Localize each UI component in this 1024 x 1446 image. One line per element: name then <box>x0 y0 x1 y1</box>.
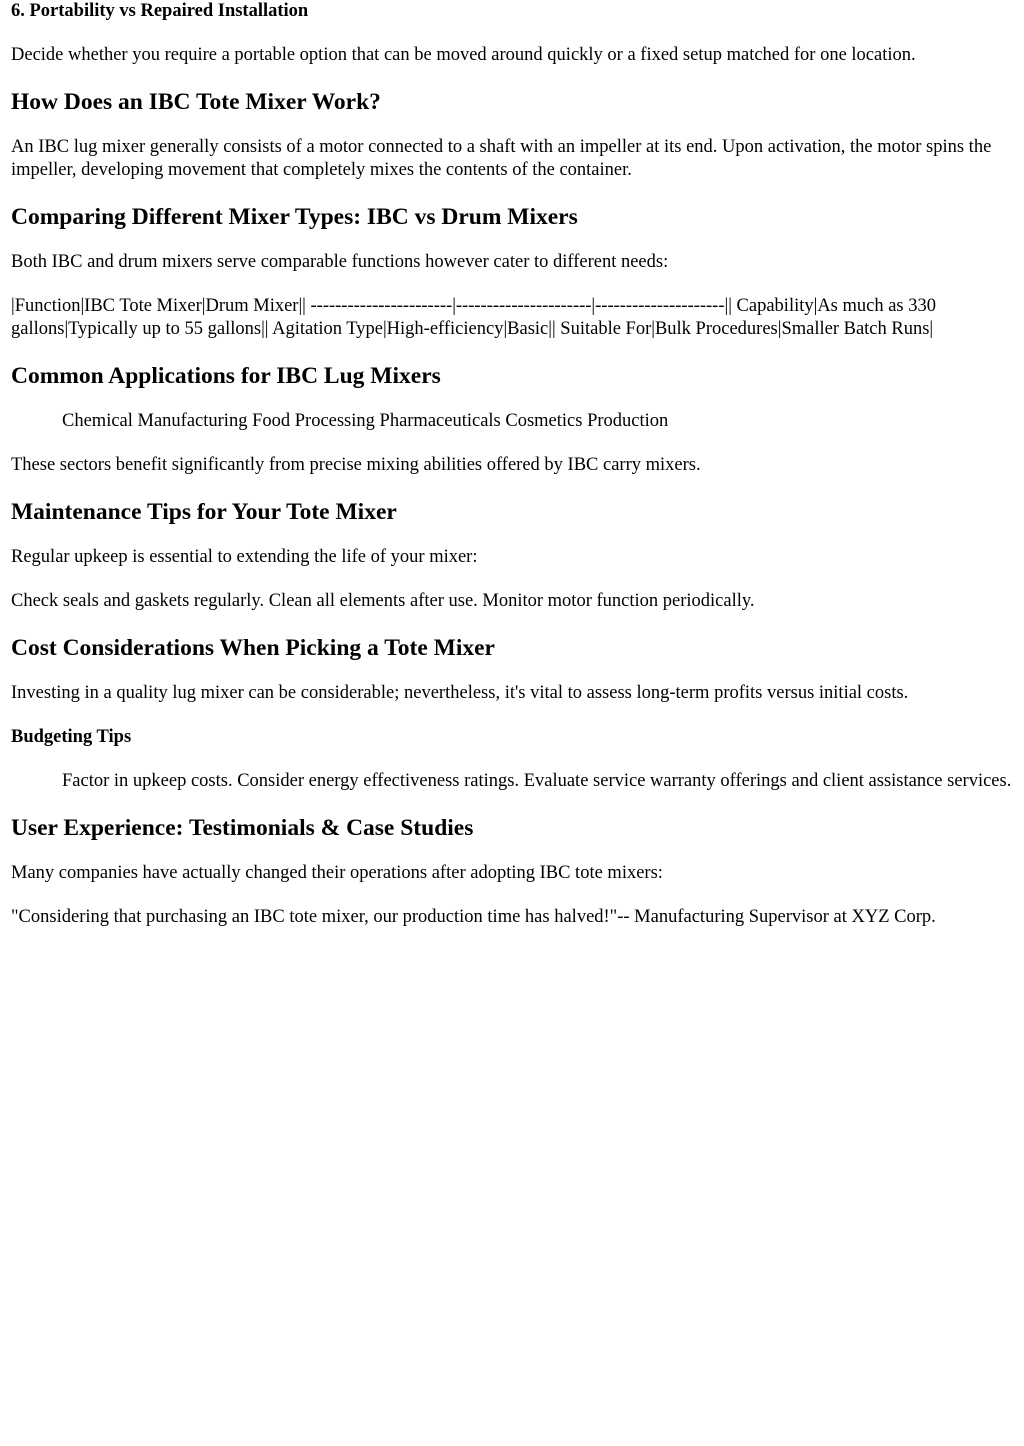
paragraph-maintenance-intro: Regular upkeep is essential to extending the life of your mixer: <box>11 547 478 567</box>
section-heading-applications: Common Applications for IBC Lug Mixers <box>11 363 441 389</box>
testimonial-quote: "Considering that purchasing an IBC tote mixer, our production time has halved!"-- Manufacturing Supervisor at XYZ Corp. <box>11 907 936 927</box>
paragraph-portability: Decide whether you require a portable option that can be moved around quickly or a fixed setup matched for one location. <box>11 45 916 65</box>
comparison-table-text: |Function|IBC Tote Mixer|Drum Mixer|| -----------------------|----------------------|---------------------|| Capability|As much as 330 gallons|Typically up to 55 gallons|| Agitation Type|High-efficiency|Basic|| Suitable For|Bulk Procedures|Smaller Batch Runs| <box>11 296 937 339</box>
paragraph-comparing-intro: Both IBC and drum mixers serve comparable functions however cater to different needs: <box>11 252 669 272</box>
paragraph-how-it-works: An IBC lug mixer generally consists of a motor connected to a shaft with an impeller at its end. Upon activation, the motor spins the impeller, developing movement that completely mixes the contents of the container. <box>11 137 992 180</box>
paragraph-applications: These sectors benefit significantly from precise mixing abilities offered by IBC carry mixers. <box>11 455 701 475</box>
subheading-budgeting-tips: Budgeting Tips <box>11 727 132 747</box>
section-heading-comparing: Comparing Different Mixer Types: IBC vs Drum Mixers <box>11 204 578 230</box>
section-heading-portability: 6. Portability vs Repaired Installation <box>11 1 309 21</box>
section-heading-user-experience: User Experience: Testimonials & Case Studies <box>11 815 474 841</box>
section-heading-cost: Cost Considerations When Picking a Tote Mixer <box>11 635 495 661</box>
applications-list: Chemical Manufacturing Food Processing Pharmaceuticals Cosmetics Production <box>62 411 669 431</box>
paragraph-cost: Investing in a quality lug mixer can be considerable; nevertheless, it's vital to assess long-term profits versus initial costs. <box>11 683 909 703</box>
paragraph-user-experience-intro: Many companies have actually changed their operations after adopting IBC tote mixers: <box>11 863 663 883</box>
maintenance-list: Check seals and gaskets regularly. Clean all elements after use. Monitor motor function periodically. <box>11 591 755 611</box>
section-heading-maintenance: Maintenance Tips for Your Tote Mixer <box>11 499 397 525</box>
section-heading-how-it-works: How Does an IBC Tote Mixer Work? <box>11 89 381 115</box>
budgeting-tips-list: Factor in upkeep costs. Consider energy effectiveness ratings. Evaluate service warranty offerings and client assistance services. <box>62 771 1012 791</box>
